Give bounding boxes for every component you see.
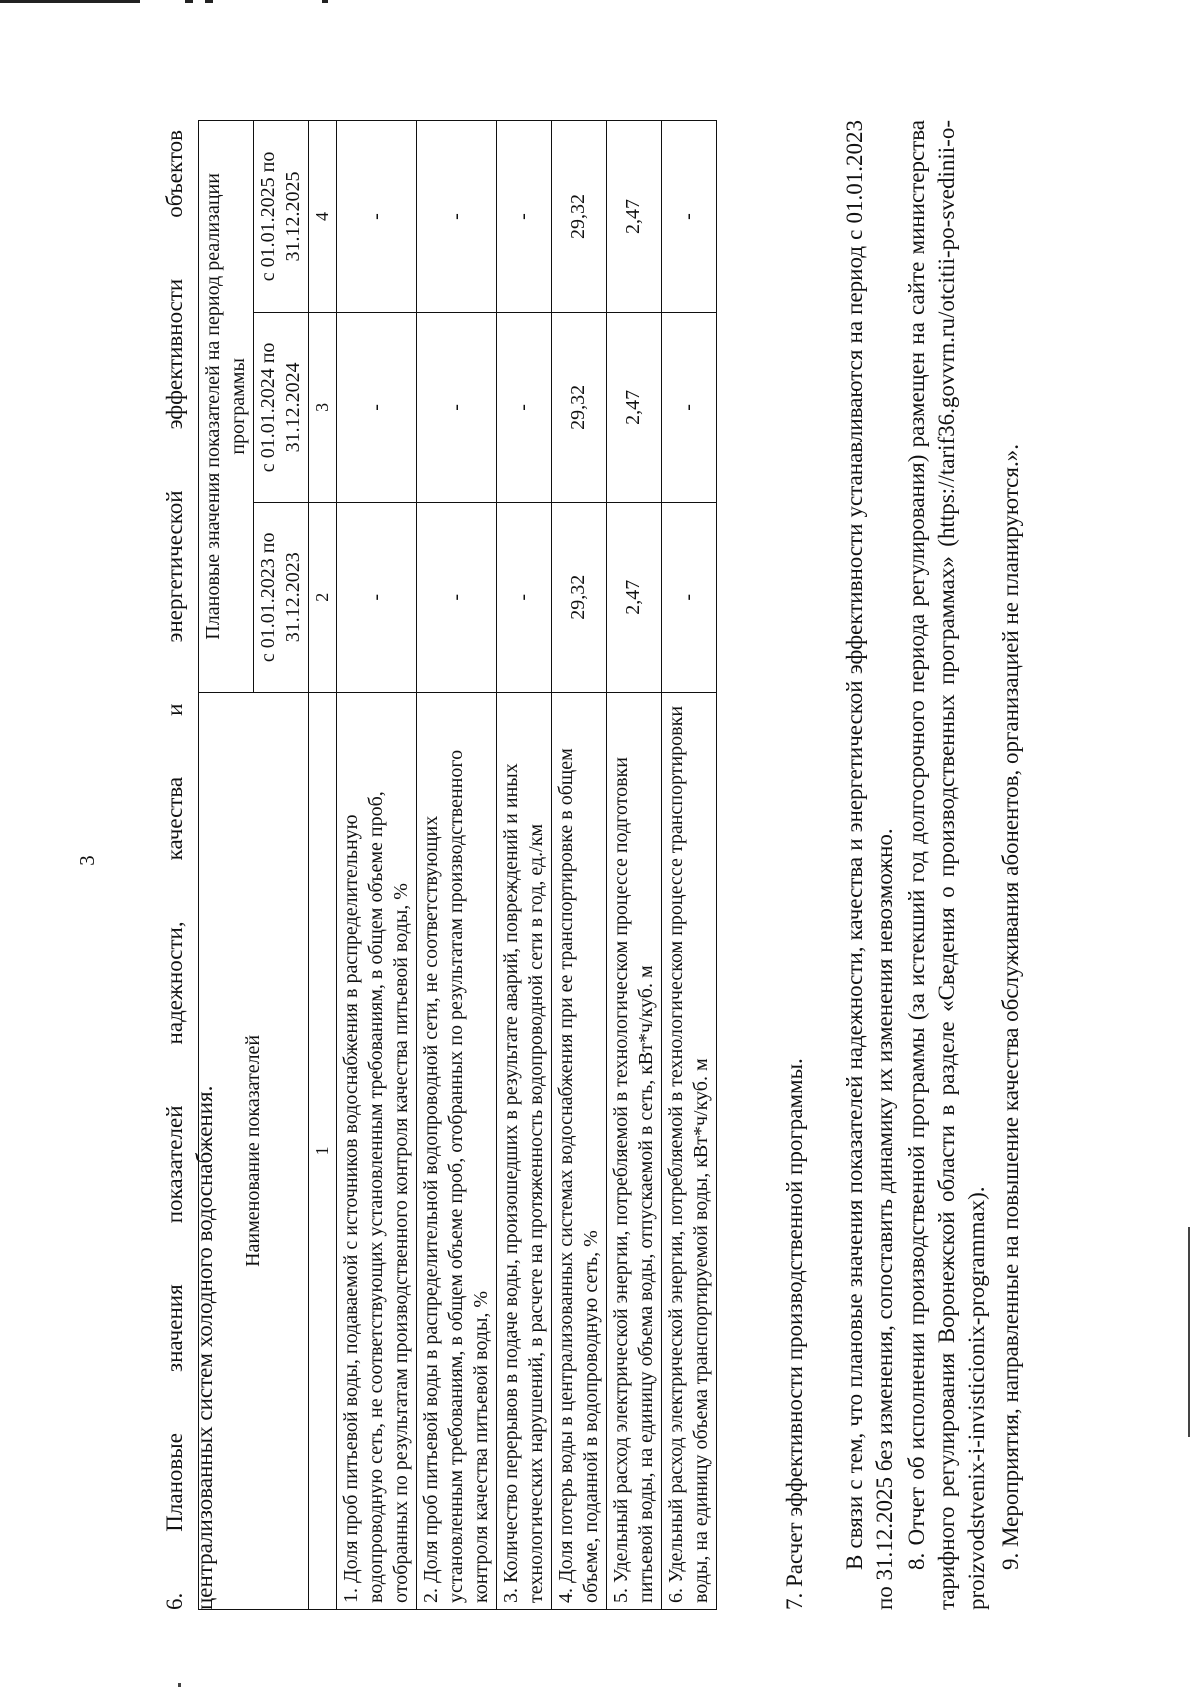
scan-edge-mark xyxy=(185,0,193,3)
table-row xyxy=(416,121,496,1610)
scan-edge-mark xyxy=(205,0,213,3)
indicator-name: 1. Доля проб питьевой воды, подаваемой с источников водоснабжения в распределительную водопроводную сеть, не соответствующих установленным требованиям, в общем объеме проб, отобранных по результатам производственного контроля качества питьевой воды, % xyxy=(336,692,416,1609)
section6-title-continued: централизованных систем холодного водоснабжения. xyxy=(192,1085,217,1610)
header-period: с 01.01.2025 по 31.12.2025 xyxy=(254,121,309,313)
scan-edge-mark xyxy=(322,0,328,3)
header-period: с 01.01.2023 по 31.12.2023 xyxy=(254,502,309,692)
table-row xyxy=(496,121,551,1610)
table-row xyxy=(551,121,606,1610)
paragraph-efficiency: В связи с тем, что плановые значения показателей надежности, качества и энергетической эффективности устанавливаются на период с 01.01.2023 по 31.12.2025 без изменения, сопоставить динамику их изменения невозможно. xyxy=(842,120,897,1610)
header-period: с 01.01.2024 по 31.12.2024 xyxy=(254,312,309,502)
section6-title: 6. Плановые значения показателей надежности, качества и энергетической эффективности объектов xyxy=(162,130,187,1610)
section7-title: 7. Расчет эффективности производственной программы. xyxy=(782,1058,807,1610)
indicator-value: - xyxy=(336,121,416,313)
column-number: 1 xyxy=(309,692,337,1609)
indicator-name: 5. Удельный расход электрической энергии, потребляемой в технологическом процессе подготовки питьевой воды, на единицу объема воды, отпускаемой в сеть, кВт*ч/куб. м xyxy=(606,692,661,1609)
paragraph-report: 8. Отчет об исполнении производственной программы (за истекший год долгосрочного периода регулирования) размещен на сайте министерства тарифного регулирования Воронежской области в разделе «Сведения о производственных программах» (https://tarif36.govvrn.ru/otcitii-po-svedinii-o-proizvodstvenix-i-invisticionix-programmax). xyxy=(904,120,989,1610)
indicator-name: 3. Количество перерывов в подаче воды, произошедших в результате аварий, повреждений и иных технологических нарушений, в расчете на протяженность водопроводной сети в год, ед./км xyxy=(496,692,551,1609)
header-plan-values: Плановые значения показателей на период реализации программы xyxy=(199,121,254,693)
indicator-value: 2,47 xyxy=(606,121,661,313)
scan-edge-mark xyxy=(178,1683,181,1687)
indicator-name: 2. Доля проб питьевой воды в распределительной водопроводной сети, не соответствующих установленным требованиям, в общем объеме проб, отобранных по результатам производственного контроля качества питьевой воды, % xyxy=(416,692,496,1609)
indicators-table xyxy=(198,120,717,1610)
column-number: 3 xyxy=(309,312,337,502)
indicator-value: - xyxy=(661,502,716,692)
indicator-value: 2,47 xyxy=(606,312,661,502)
indicator-value: - xyxy=(416,312,496,502)
indicator-value: 29,32 xyxy=(551,121,606,313)
rotated-page-content xyxy=(160,120,1200,1610)
table-row xyxy=(661,121,716,1610)
indicator-value: - xyxy=(416,502,496,692)
column-number: 4 xyxy=(309,121,337,313)
indicator-name: 6. Удельный расход электрической энергии, потребляемой в технологическом процессе транспортировки воды, на единицу объема транспортируемой воды, кВт*ч/куб. м xyxy=(661,692,716,1609)
indicator-value: - xyxy=(496,502,551,692)
page-number: 3 xyxy=(74,855,99,866)
header-indicator-name: Наименование показателей xyxy=(199,692,309,1609)
indicator-value: 2,47 xyxy=(606,502,661,692)
indicator-value: - xyxy=(416,121,496,313)
indicator-value: - xyxy=(661,312,716,502)
indicator-value: - xyxy=(496,312,551,502)
paragraph-measures: 9. Мероприятия, направленные на повышение качества обслуживания абонентов, организацией не планируются.». xyxy=(998,444,1023,1570)
indicator-value: - xyxy=(661,121,716,313)
indicator-name: 4. Доля потерь воды в централизованных системах водоснабжения при ее транспортировке в общем объеме, поданной в водопроводную сеть, % xyxy=(551,692,606,1609)
column-number: 2 xyxy=(309,502,337,692)
indicator-value: 29,32 xyxy=(551,312,606,502)
table-row xyxy=(606,121,661,1610)
indicator-value: 29,32 xyxy=(551,502,606,692)
indicator-value: - xyxy=(336,312,416,502)
indicator-value: - xyxy=(496,121,551,313)
table-row xyxy=(336,121,416,1610)
indicator-value: - xyxy=(336,502,416,692)
scan-edge-mark xyxy=(0,0,140,3)
